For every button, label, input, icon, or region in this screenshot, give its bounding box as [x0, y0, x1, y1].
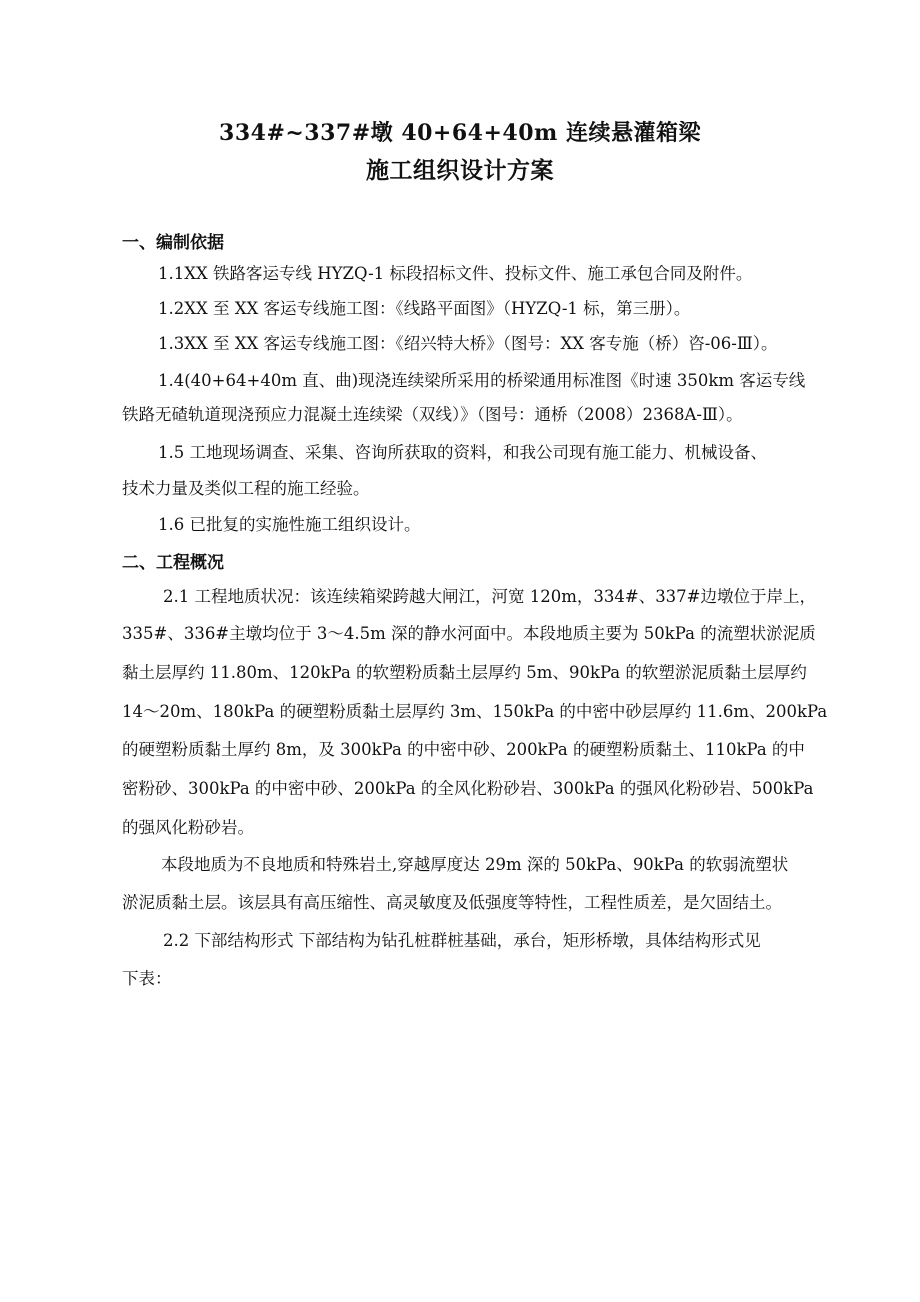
paragraph-2-1-line5: 的硬塑粉质黏土厚约 8m，及 300kPa 的中密中砂、200kPa 的硬塑粉质黏土、110kPa 的中	[122, 740, 805, 759]
paragraph-1-4-line1: 1.4(40+64+40m 直、曲)现浇连续梁所采用的桥梁通用标准图《时速 350km 客运专线	[158, 371, 806, 390]
paragraph-1-6: 1.6 已批复的实施性施工组织设计。	[158, 515, 421, 534]
paragraph-2-2-line1: 2.2 下部结构形式 下部结构为钻孔桩群桩基础，承台，矩形桥墩，具体结构形式见	[163, 931, 761, 950]
paragraph-2-2-line2: 下表：	[122, 969, 172, 988]
paragraph-2-1-line4: 14～20m、180kPa 的硬塑粉质黏土层厚约 3m、150kPa 的中密中砂层厚约 11.6m、200kPa	[122, 702, 828, 721]
paragraph-1-3: 1.3XX 至 XX 客运专线施工图：《绍兴特大桥》（图号：XX 客专施（桥）咨-06-Ⅲ）。	[158, 334, 778, 353]
paragraph-2-1-line1: 2.1 工程地质状况：该连续箱梁跨越大闸江，河宽 120m，334#、337#边墩位于岸上，	[163, 587, 817, 606]
document-subtitle: 施工组织设计方案	[366, 157, 554, 184]
paragraph-2-1-line7: 的强风化粉砂岩。	[122, 818, 254, 837]
paragraph-1-1: 1.1XX 铁路客运专线 HYZQ-1 标段招标文件、投标文件、施工承包合同及附件。	[158, 264, 753, 283]
paragraph-2-1-line3: 黏土层厚约 11.80m、120kPa 的软塑粉质黏土层厚约 5m、90kPa 的软塑淤泥质黏土层厚约	[122, 663, 807, 682]
paragraph-2-1-line2: 335#、336#主墩均位于 3～4.5m 深的静水河面中。本段地质主要为 50kPa 的流塑状淤泥质	[122, 624, 816, 643]
paragraph-1-5-line1: 1.5 工地现场调查、采集、咨询所获取的资料，和我公司现有施工能力、机械设备、	[158, 443, 767, 462]
paragraph-2-geology-line2: 淤泥质黏土层。该层具有高压缩性、高灵敏度及低强度等特性，工程性质差，是欠固结土。	[122, 893, 782, 912]
section-heading-overview: 二、工程概况	[122, 553, 224, 573]
paragraph-2-geology-line1: 本段地质为不良地质和特殊岩土,穿越厚度达 29m 深的 50kPa、90kPa 的软弱流塑状	[161, 855, 789, 874]
document-title: 334#~337#墩 40+64+40m 连续悬灌箱梁	[219, 120, 701, 146]
paragraph-1-2: 1.2XX 至 XX 客运专线施工图：《线路平面图》（HYZQ-1 标，第三册）。	[158, 299, 691, 318]
section-heading-basis: 一、编制依据	[122, 233, 224, 253]
paragraph-1-4-line2: 铁路无碴轨道现浇预应力混凝土连续梁（双线）》（图号：通桥（2008）2368A-Ⅲ）。	[122, 405, 743, 424]
paragraph-2-1-line6: 密粉砂、300kPa 的中密中砂、200kPa 的全风化粉砂岩、300kPa 的强风化粉砂岩、500kPa	[122, 779, 814, 798]
paragraph-1-5-line2: 技术力量及类似工程的施工经验。	[122, 479, 370, 498]
